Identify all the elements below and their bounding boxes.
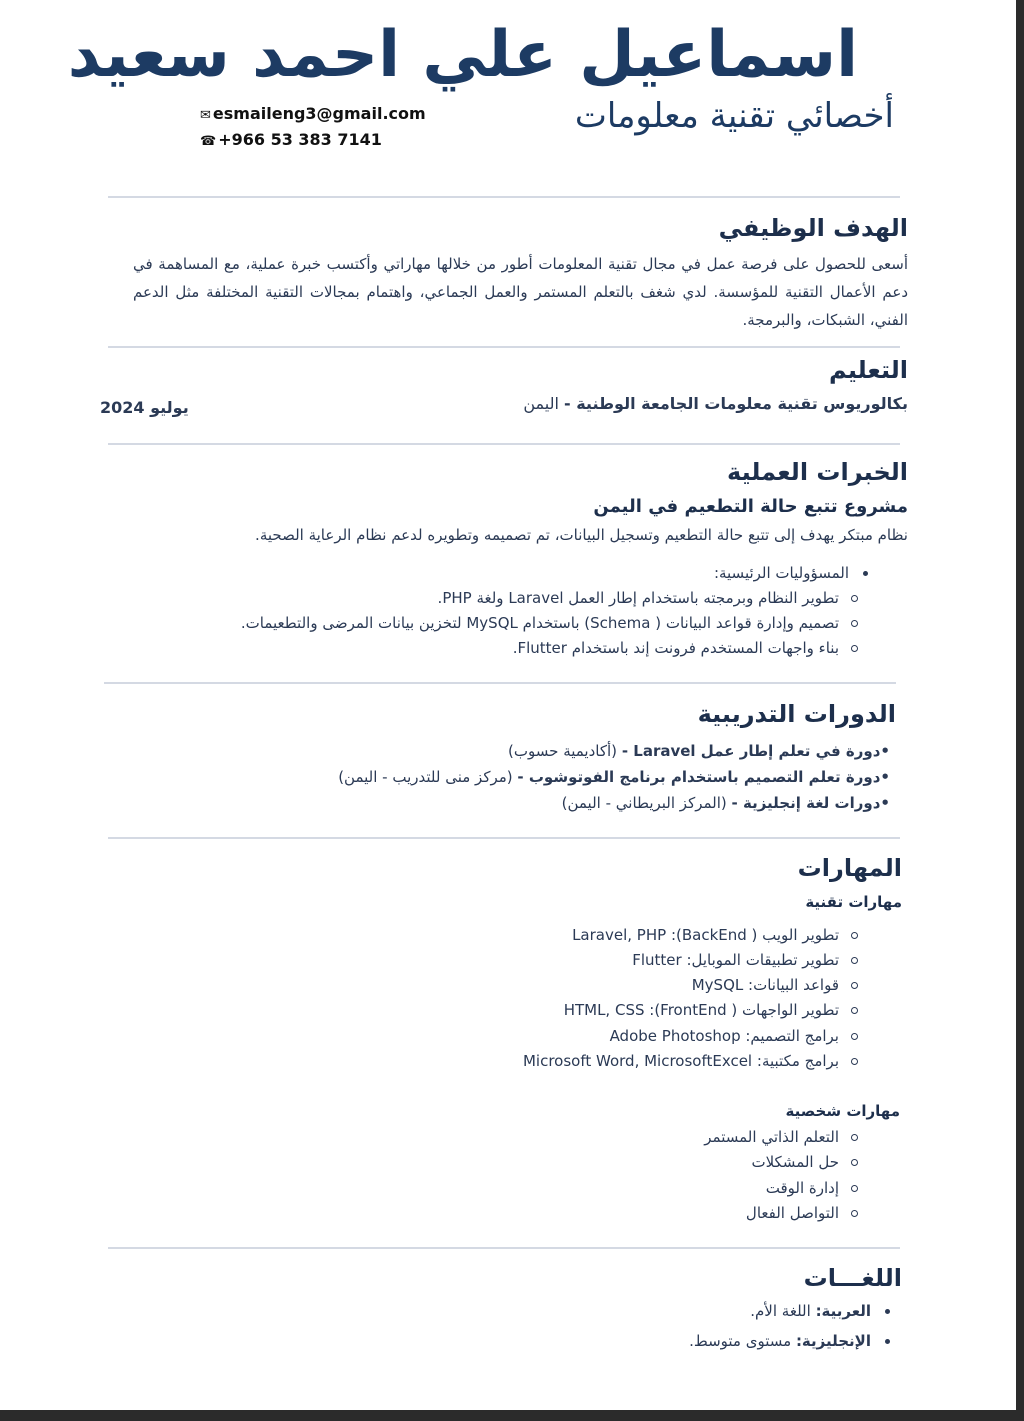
course-item: •دورة تعلم التصميم باستخدام برنامج الفوتوشوب - (مركز منى للتدريب - اليمن) [338,768,890,786]
technical-skill-item: قواعد البيانات: MySQL [692,976,858,994]
language-item: العربية: اللغة الأم. [750,1302,890,1320]
bullet-dot [885,1339,890,1344]
bullet-circle [851,932,858,939]
bullet-circle [851,1007,858,1014]
bullet-circle [851,1159,858,1166]
bullet-circle [851,1210,858,1217]
phone-text: +966 53 383 7141 [218,130,382,149]
objective-text: أسعى للحصول على فرصة عمل في مجال تقنية المعلومات أطور من خلالها مهاراتي وأكتسب خبرة عملية، مع المساهمة في دعم الأعمال التقنية للمؤسسة. لدي شغف بالتعلم المستمر والعمل الجماعي، واهتمام بمجالات التقنية المختلفة مثل الدعم الفني، الشبكات، والبرمجة. [133,255,908,329]
divider [108,1247,900,1249]
project-title: مشروع تتبع حالة التطعيم في اليمن [593,496,908,517]
responsibility-item: تصميم وإدارة قواعد البيانات ( Schema) باستخدام MySQL لتخزين بيانات المرضى والتطعيمات. [241,614,858,632]
divider [108,837,900,839]
technical-skill-item: برامج التصميم: Adobe Photoshop [610,1027,858,1045]
divider [104,682,896,684]
bullet-circle [851,1033,858,1040]
bullet-dot [863,571,868,576]
job-title: أخصائي تقنية معلومات [574,96,894,136]
divider [108,196,900,198]
responsibility-item: بناء واجهات المستخدم فرونت إند باستخدام Flutter. [513,639,858,657]
bullet-circle [851,957,858,964]
course-item: •دورات لغة إنجليزية - (المركز البريطاني - اليمن) [561,794,890,812]
project-description: نظام مبتكر يهدف إلى تتبع حالة التطعيم وتسجيل البيانات، تم تصميمه وتطويره لدعم نظام الرعاية الصحية. [255,526,908,544]
technical-skills-title: مهارات تقنية [805,893,902,911]
responsibilities-label: المسؤوليات الرئيسية: [714,564,868,582]
education-title: التعليم [829,356,908,384]
degree-name: بكالوريوس تقنية معلومات الجامعة الوطنية - [564,394,908,413]
divider [108,346,900,348]
bullet-dot [885,1309,890,1314]
divider [108,443,900,445]
phone-line[interactable] [200,130,382,149]
technical-skill-item: تطوير الواجهات ( FrontEnd): HTML, CSS [564,1001,858,1019]
languages-title: اللغـــات [803,1264,902,1292]
email-line[interactable] [200,104,426,123]
bullet-circle [851,620,858,627]
candidate-name: اسماعيل علي احمد سعيد [67,18,858,92]
technical-skill-item: برامج مكتبية: Microsoft Word, MicrosoftExcel [523,1052,858,1070]
bullet-circle [851,595,858,602]
envelope-icon: ✉ [200,108,211,123]
education-date: يوليو 2024 [100,398,189,417]
language-item: الإنجليزية: مستوى متوسط. [689,1332,890,1350]
bullet-circle [851,982,858,989]
experience-title: الخبرات العملية [727,458,908,486]
personal-skills-title: مهارات شخصية [785,1102,900,1120]
bullet-circle [851,1058,858,1065]
course-item: •دورة في تعلم إطار عمل Laravel - (أكاديمية حسوب) [508,742,890,760]
personal-skill-item: حل المشكلات [751,1153,858,1171]
personal-skill-item: إدارة الوقت [766,1179,858,1197]
bullet-circle [851,1134,858,1141]
degree-country: اليمن [523,394,559,413]
skills-title: المهارات [797,854,902,882]
courses-title: الدورات التدريبية [697,700,896,728]
objective-title: الهدف الوظيفي [718,214,908,242]
phone-icon: ☎ [200,134,217,149]
technical-skill-item: تطوير تطبيقات الموبايل: Flutter [632,951,858,969]
bullet-circle [851,1185,858,1192]
email-text: esmaileng3@gmail.com [212,104,426,123]
personal-skill-item: التواصل الفعال [746,1204,858,1222]
responsibility-item: تطوير النظام وبرمجته باستخدام إطار العمل Laravel ولغة PHP. [438,589,858,607]
technical-skill-item: تطوير الويب ( BackEnd): Laravel, PHP [572,926,858,944]
bullet-circle [851,645,858,652]
personal-skill-item: التعلم الذاتي المستمر [704,1128,858,1146]
education-degree [523,394,908,413]
